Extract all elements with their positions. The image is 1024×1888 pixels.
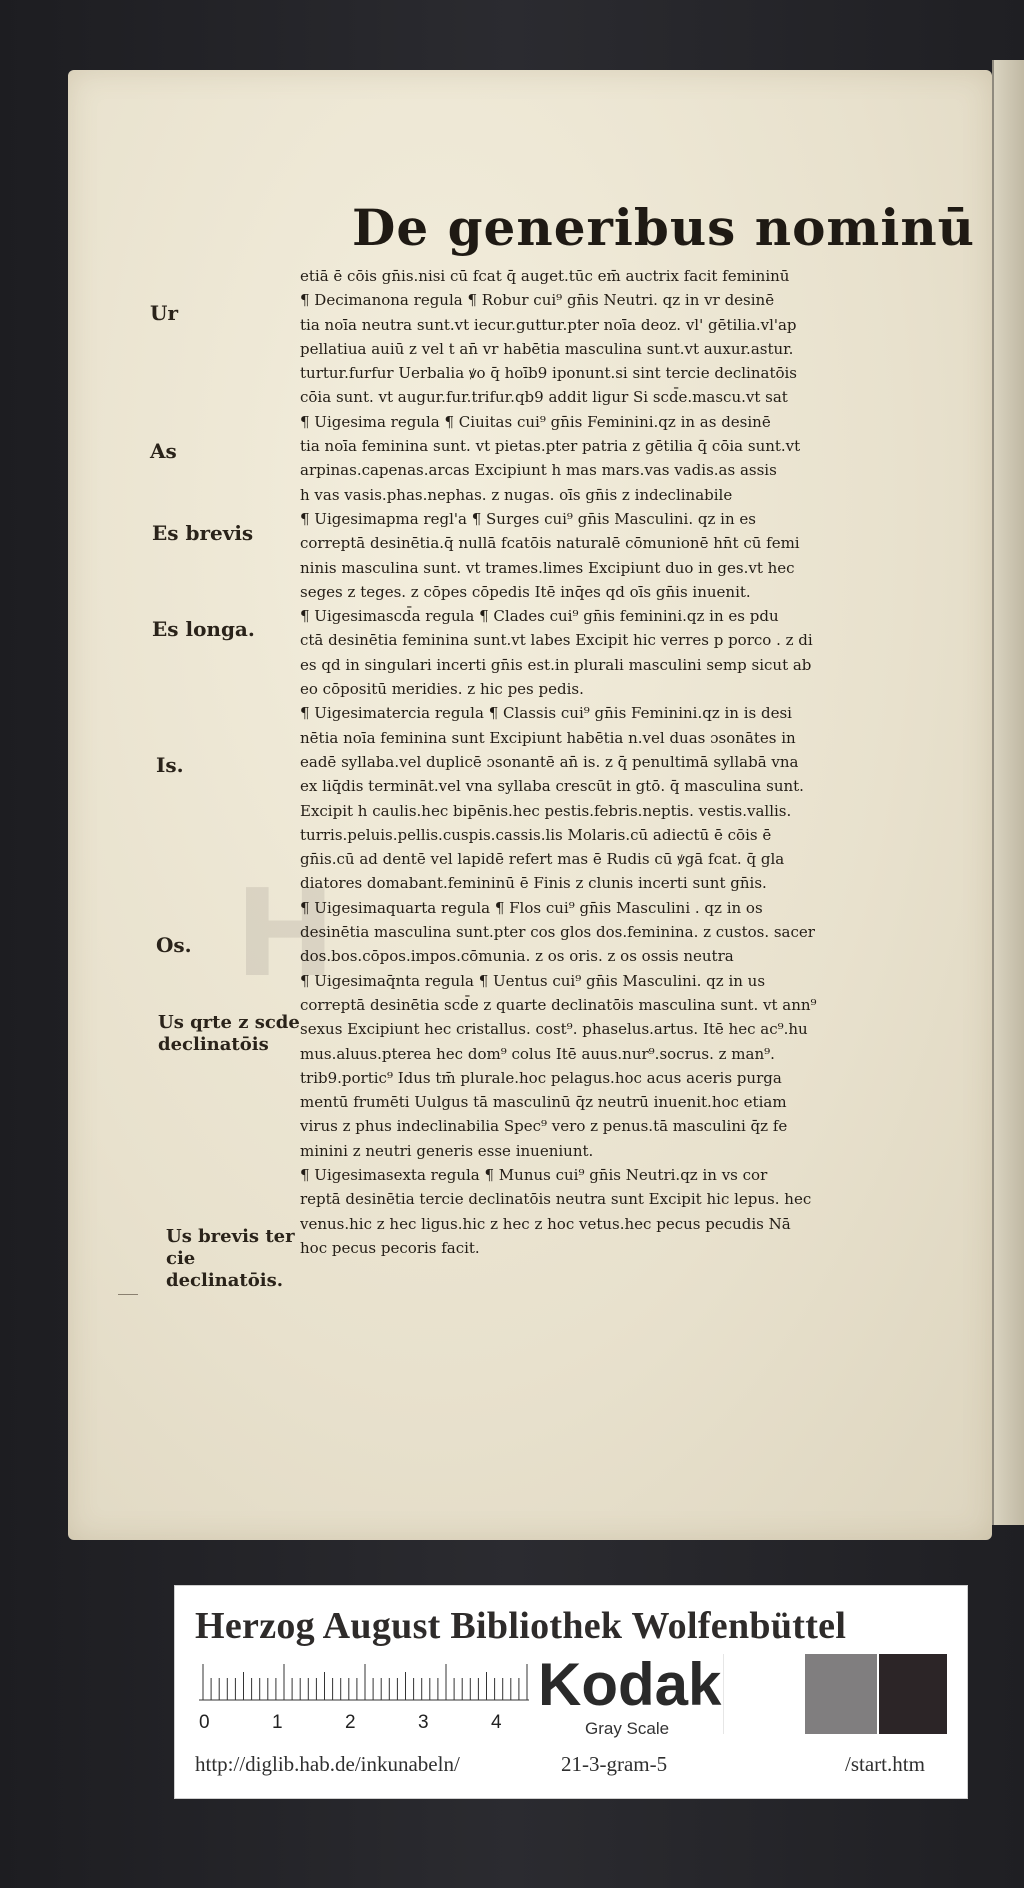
text-line: desinētia masculina sunt.pter cos glos dos.feminina. z custos. sacer	[300, 923, 815, 942]
swatch-white	[723, 1654, 796, 1734]
text-line: virus z phus indeclinabilia Spec⁹ vero z penus.tā masculini q̄z fe	[300, 1117, 788, 1136]
text-line: trib9.portic⁹ Idus tm̄ plurale.hoc pelagus.hoc acus aceris purga	[300, 1068, 782, 1087]
margin-note-us-quarte: Us qrte z scde declinatōis	[158, 1012, 300, 1055]
ruler-label: 3	[418, 1712, 429, 1733]
text-line: turtur.furfur Uerbalia ꝟo q̄ hoīb9 iponunt.si sint tercie declinatōis	[300, 364, 798, 383]
text-line: arpinas.capenas.arcas Excipiunt h mas mars.vas vadis.as assis	[300, 461, 777, 480]
text-line: mus.aluus.pterea hec dom⁹ colus Itē auus.nur⁹.socrus. z man⁹.	[300, 1044, 775, 1063]
text-line: reptā desinētia tercie declinatōis neutra sunt Excipit hic lepus. hec	[300, 1190, 812, 1209]
swatch-black	[879, 1654, 947, 1734]
text-line: nētia noīa feminina sunt Excipiunt habētia n.vel duas ɔsonātes in	[300, 728, 796, 747]
text-line: venus.hic z hec ligus.hic z hec z hoc vetus.hec pecus pecudis Nā	[300, 1214, 791, 1233]
text-line: etiā ē cōis gn̄is.nisi cū fcat q̄ auget.tūc em̄ auctrix facit femininū	[300, 267, 790, 285]
text-line: gn̄is.cū ad dentē vel lapidē refert mas ē Rudis cū ꝟgā fcat. q̄ gla	[300, 850, 785, 869]
text-line: ctā desinētia feminina sunt.vt labes Excipit hic verres p porco . z di	[300, 631, 813, 650]
margin-note-es-longa: Es longa.	[152, 617, 255, 641]
text-line: mentū frumēti Uulgus tā masculinū q̄z neutrū inuenit.hoc etiam	[300, 1093, 787, 1112]
ruler-label: 4	[491, 1712, 502, 1733]
swatch-gray	[805, 1654, 877, 1734]
text-line: minini z neutri generis esse inueniunt.	[300, 1141, 594, 1160]
text-line: pellatiua auiū z vel t an̄ vr habētia masculina sunt.vt auxur.astur.	[300, 339, 794, 358]
text-line: tia noīa neutra sunt.vt iecur.guttur.pter noīa deoz. vl' gētilia.vl'ap	[300, 315, 797, 334]
library-name: Herzog August Bibliothek Wolfenbüttel	[195, 1605, 847, 1647]
gray-scale-label: Gray Scale	[585, 1719, 670, 1738]
running-head: De generibus nominū	[352, 198, 976, 257]
text-line: cōia sunt. vt augur.fur.trifur.qb9 addit ligur Si scd̄e.mascu.vt sat	[300, 388, 788, 407]
ruler-label: 0	[199, 1712, 210, 1733]
margin-dash	[118, 1294, 138, 1295]
text-line: ¶ Uigesimatercia regula ¶ Classis cui⁹ gn̄is Feminini.qz in is desi	[300, 704, 792, 723]
text-line: eo cōpositū meridies. z hic pes pedis.	[300, 680, 584, 699]
text-line: eadē syllaba.vel duplicē ɔsonantē an̄ is. z q̄ penultimā syllabā vna	[300, 752, 799, 771]
text-line: Excipit h caulis.hec bipēnis.hec pestis.febris.neptis. vestis.vallis.	[300, 801, 792, 820]
text-line: diatores domabant.femininū ē Finis z clunis incerti sunt gn̄is.	[300, 874, 767, 893]
text-line: ex liq̄dis termināt.vel vna syllaba crescūt in gtō. q̄ masculina sunt.	[300, 777, 804, 796]
text-line: turris.peluis.pellis.cuspis.cassis.lis Molaris.cū adiectū ē cōis ē	[300, 825, 772, 844]
card-url-id: 21-3-gram-5	[561, 1752, 668, 1776]
text-line: ¶ Decimanona regula ¶ Robur cui⁹ gn̄is Neutri. qz in vr desinē	[300, 291, 775, 310]
text-line: tia noīa feminina sunt. vt pietas.pter patria z gētilia q̄ cōia sunt.vt	[300, 437, 801, 456]
margin-note-as: As	[150, 439, 177, 463]
text-line: es qd in singulari incerti gn̄is est.in plurali masculini semp sicut ab	[300, 655, 812, 674]
library-watermark: H	[235, 865, 336, 1004]
margin-note-is: Is.	[156, 753, 184, 777]
card-url-base: http://diglib.hab.de/inkunabeln/	[195, 1752, 460, 1776]
ruler-label: 1	[272, 1712, 283, 1733]
text-line: ¶ Uigesima regula ¶ Ciuitas cui⁹ gn̄is Feminini.qz in as desinē	[300, 412, 771, 431]
margin-note-ur: Ur	[150, 301, 178, 325]
text-line: seges z teges. z cōpes cōpedis Itē inq̄es qd oīs gn̄is inuenit.	[300, 582, 751, 601]
margin-note-us-brevis: Us brevis ter cie declinatōis.	[166, 1226, 295, 1291]
text-line: correptā desinētia scd̄e z quarte declinatōis masculina sunt. vt ann⁹	[300, 995, 817, 1014]
kodak-logo: Kodak	[538, 1651, 722, 1718]
text-line: ¶ Uigesimaquarta regula ¶ Flos cui⁹ gn̄is Masculini . qz in os	[300, 898, 763, 917]
card-url-end: /start.htm	[845, 1752, 925, 1776]
text-line: sexus Excipiunt hec cristallus. cost⁹. phaselus.artus. Itē hec ac⁹.hu	[300, 1020, 808, 1039]
text-line: ¶ Uigesimasexta regula ¶ Munus cui⁹ gn̄is Neutri.qz in vs cor	[300, 1165, 768, 1184]
color-target-card	[174, 1585, 968, 1799]
text-line: correptā desinētia.q̄ nullā fcatōis naturalē cōmunionē hn̄t cū femi	[300, 534, 800, 553]
ruler-label: 2	[345, 1712, 356, 1733]
text-line: h vas vasis.phas.nephas. z nugas. oīs gn̄is z indeclinabile	[300, 485, 733, 504]
margin-note-os: Os.	[156, 933, 192, 957]
text-line: ¶ Uigesimascd̄a regula ¶ Clades cui⁹ gn̄is feminini.qz in es pdu	[300, 607, 779, 626]
text-line: dos.bos.cōpos.impos.cōmunia. z os oris. z os ossis neutra	[300, 947, 734, 966]
text-line: ¶ Uigesimaq̄nta regula ¶ Uentus cui⁹ gn̄is Masculini. qz in us	[300, 971, 766, 990]
text-line: ¶ Uigesimapma regl'a ¶ Surges cui⁹ gn̄is Masculini. qz in es	[300, 509, 756, 528]
margin-note-es-brevis: Es brevis	[152, 521, 254, 545]
text-line: ninis masculina sunt. vt trames.limes Excipiunt duo in ges.vt hec	[300, 558, 795, 577]
page-body-text	[300, 264, 950, 1260]
facing-page-edge	[992, 60, 1024, 1525]
text-line: hoc pecus pecoris facit.	[300, 1238, 480, 1257]
